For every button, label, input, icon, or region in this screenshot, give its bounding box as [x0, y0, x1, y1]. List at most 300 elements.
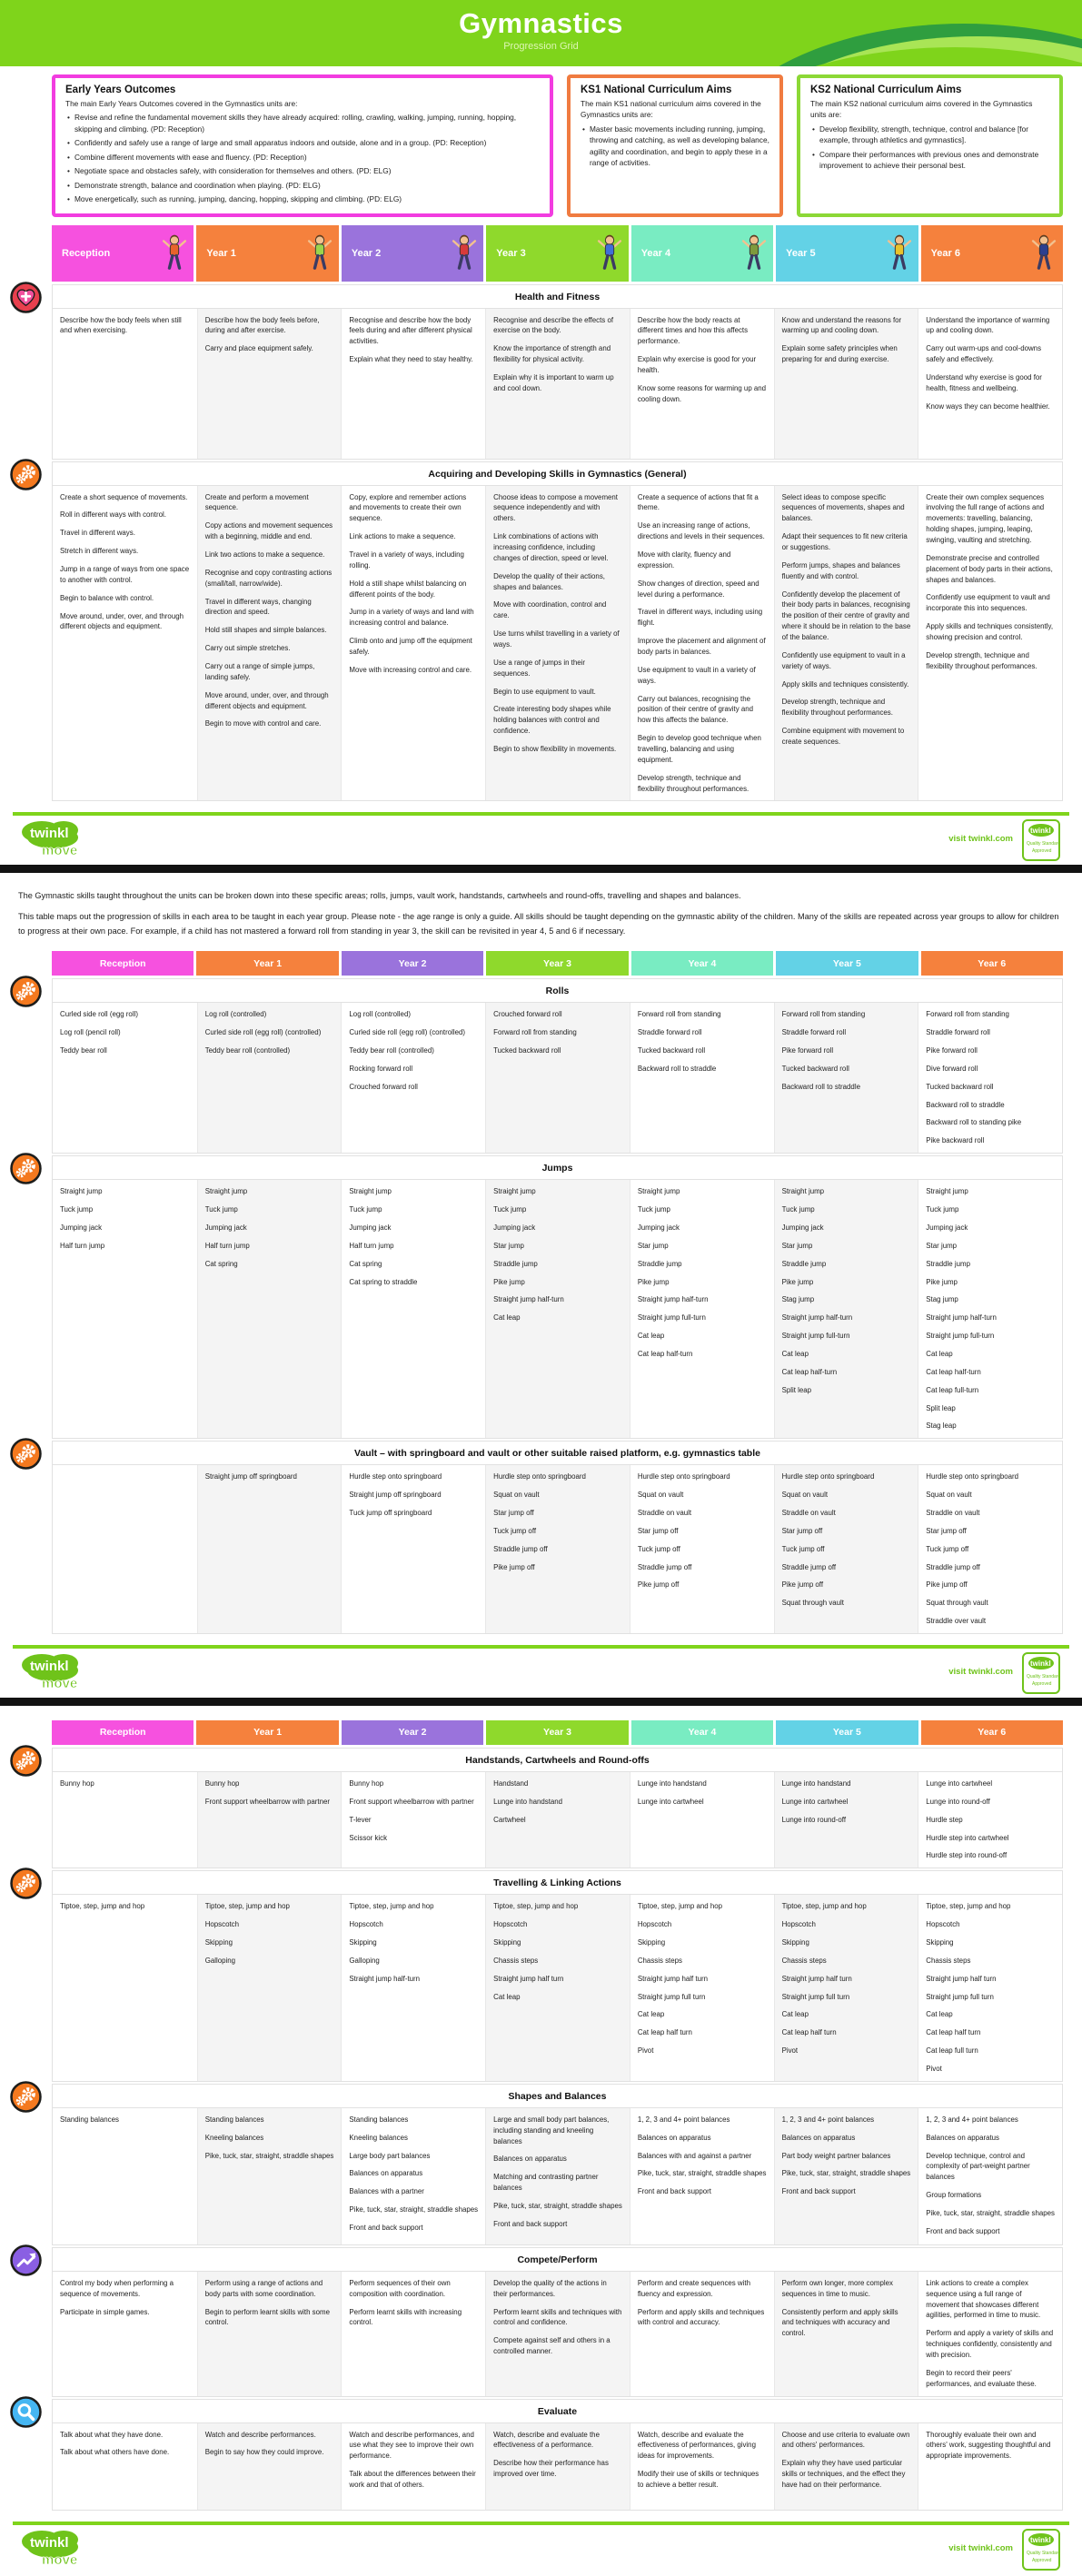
skill-item: Select ideas to compose specific sequences of movements, shapes and balances. — [781, 492, 905, 523]
skill-item: Lunge into handstand — [781, 1778, 851, 1788]
skill-item: Straddle on vault — [781, 1508, 836, 1517]
skill-cell-year-6 — [918, 309, 1062, 459]
skill-item: Hopscotch — [637, 1920, 672, 1929]
skill-item: Use a range of jumps in their sequences. — [493, 658, 586, 678]
year-header-year-3 — [486, 1720, 628, 1745]
svg-text:Quality Standard: Quality Standard — [1027, 841, 1060, 847]
year-label: Year 4 — [688, 1727, 717, 1739]
skill-cell-reception — [53, 1003, 197, 1153]
intro-paragraph-1: The Gymnastic skills taught throughout the units can be broken down into these specific areas; rolls, jumps, vault work, handstands, cartwheels and round-offs, travelling and shapes and balances. — [18, 891, 741, 901]
skill-item: Jumping jack — [926, 1223, 968, 1232]
skill-item: Crouched forward roll — [493, 1010, 562, 1019]
skill-item: Front and back support — [781, 2187, 856, 2196]
year-header-reception — [52, 225, 194, 282]
skill-item: Cat spring — [204, 1259, 238, 1268]
skill-item: Front and back support — [493, 2219, 568, 2228]
skill-cell-year-2 — [341, 1895, 485, 2081]
skill-item: Backward roll to standing pike — [926, 1118, 1022, 1127]
skill-item: Front support wheelbarrow with partner — [349, 1797, 474, 1806]
section-title: Evaluate — [537, 2405, 578, 2417]
skill-cell-year-1 — [197, 1003, 342, 1153]
skill-item: Copy actions and movement sequences with a beginning, middle and end. — [204, 521, 333, 541]
skill-cell-year-1 — [197, 2272, 342, 2396]
skill-item: Show changes of direction, speed and level during a performance. — [637, 579, 759, 599]
skill-item: Skipping — [493, 1937, 521, 1947]
skill-item: Pike jump — [493, 1277, 525, 1286]
skill-item: Lunge into cartwheel — [781, 1797, 849, 1806]
gymnast-illustration — [449, 230, 480, 277]
ks1-bullet-list — [581, 124, 769, 169]
skill-item: Perform learnt skills with increasing control. — [349, 2307, 462, 2327]
skill-item: Create a short sequence of movements. — [60, 492, 188, 501]
skill-item: Front and back support — [926, 2226, 1000, 2235]
skill-item: Cat leap half-turn — [637, 1349, 693, 1358]
skill-item: Hopscotch — [493, 1920, 528, 1929]
skill-item: Straddle on vault — [637, 1508, 692, 1517]
skill-item: Star jump — [781, 1241, 813, 1250]
skill-cell-reception — [53, 1180, 197, 1438]
page-separator — [0, 1698, 1082, 1706]
skill-item: Kneeling balances — [204, 2133, 264, 2142]
gymnast-illustration — [159, 230, 190, 277]
skill-item: Straight jump half-turn — [637, 1295, 709, 1304]
skill-cell-year-5 — [774, 2108, 918, 2244]
skill-item: Watch, describe and evaluate the effectiveness of performances, giving ideas for improvements. — [637, 2430, 756, 2461]
skill-cell-year-6 — [918, 2108, 1062, 2244]
skill-item: Pike jump — [781, 1277, 814, 1286]
skill-item: Roll in different ways with control. — [60, 510, 166, 520]
skill-item: Hurdle step — [926, 1815, 963, 1824]
svg-text:move: move — [42, 2551, 78, 2568]
year-header-year-6 — [921, 225, 1063, 282]
year-label: Year 3 — [543, 957, 571, 969]
ks1-aims-box — [567, 74, 783, 217]
skill-item: Talk about what they have done. — [60, 2430, 164, 2439]
section-grid — [52, 2272, 1063, 2397]
skill-item: Cat leap — [781, 1349, 809, 1358]
skill-item: Straight jump half-turn — [349, 1974, 421, 1983]
ks1-title: KS1 National Curriculum Aims — [581, 84, 732, 95]
skill-cell-year-4 — [630, 1180, 774, 1438]
skill-item: Cat leap half turn — [781, 2028, 837, 2037]
skill-item: Perform and apply a variety of skills and techniques confidently, consistently and with precision. — [926, 2329, 1054, 2360]
section-title-band — [52, 1748, 1063, 1772]
svg-text:twinkl: twinkl — [1030, 2535, 1051, 2544]
early-years-intro: The main Early Years Outcomes covered in the Gymnastics units are: — [65, 99, 298, 108]
skill-item: Tiptoe, step, jump and hop — [60, 1902, 145, 1911]
skill-item: Straight jump — [60, 1187, 103, 1196]
skill-item: Confidently use equipment to vault and incorporate this into sequences. — [926, 593, 1050, 613]
skill-item: Large and small body part balances, including standing and kneeling balances — [493, 2115, 610, 2145]
section-compete-perform — [52, 2247, 1063, 2397]
skill-item: Pike, tuck, star, straight, straddle shapes — [349, 2205, 479, 2214]
page-subtitle: Progression Grid — [503, 41, 579, 52]
section-grid — [52, 1180, 1063, 1439]
skill-cell-year-3 — [485, 2272, 630, 2396]
section-title: Acquiring and Developing Skills in Gymnastics (General) — [428, 468, 687, 480]
skill-item: Balances with a partner — [349, 2187, 424, 2196]
skill-item: Lunge into round-off — [926, 1797, 990, 1806]
skill-item: Star jump off — [637, 1526, 679, 1535]
skill-item: Create and perform a movement sequence. — [204, 492, 309, 512]
skill-item: Explain why they have used particular skills or techniques, and the effect they have had on their performance. — [781, 2459, 906, 2490]
skill-item: Hurdle step onto springboard — [493, 1472, 586, 1481]
svg-text:twinkl: twinkl — [30, 1658, 69, 1674]
twinkl-quality-badge — [1022, 819, 1060, 866]
skill-item: Begin to develop good technique when travelling, balancing and using equipment. — [637, 734, 761, 764]
skill-item: Lunge into round-off — [781, 1815, 847, 1824]
skill-item: Balances on apparatus — [926, 2133, 999, 2142]
skill-item: Travel in different ways, including using flight. — [637, 608, 763, 628]
skill-item: Skipping — [637, 1937, 666, 1947]
skill-item: Tuck jump — [926, 1205, 959, 1214]
skill-item: Hopscotch — [204, 1920, 239, 1929]
skill-item: Confidently develop the placement of their body parts in balances, recognising the position of their centre of gravity and where it should be in relation to the base of the balance. — [781, 590, 911, 641]
section-title: Shapes and Balances — [508, 2090, 607, 2102]
skill-item: Tiptoe, step, jump and hop — [926, 1902, 1011, 1911]
skill-item: Pike, tuck, star, straight, straddle shapes — [637, 2169, 767, 2178]
skill-cell-year-1 — [197, 1465, 342, 1633]
skill-item: Hold still shapes and simple balances. — [204, 626, 327, 635]
section-title: Compete/Perform — [517, 2254, 598, 2265]
skill-item: Carry out balances, recognising the position of their centre of gravity and how this affects the balance. — [637, 694, 754, 725]
skill-item: Jump in a range of ways from one space to another with control. — [60, 564, 190, 584]
skill-item: Pivot — [637, 2046, 654, 2056]
skill-item: Pivot — [926, 2065, 942, 2073]
section-title-band — [52, 2247, 1063, 2272]
year-label: Year 1 — [206, 247, 236, 259]
skill-item: Perform learnt skills and techniques with control and confidence. — [493, 2307, 622, 2327]
year-header-reception — [52, 1720, 194, 1745]
skill-cell-year-5 — [774, 486, 918, 801]
skill-cell-year-4 — [630, 2108, 774, 2244]
skill-cell-year-4 — [630, 1003, 774, 1153]
skill-item: Pike forward roll — [926, 1046, 978, 1055]
skill-cell-year-2 — [341, 2423, 485, 2510]
skill-item: Front support wheelbarrow with partner — [204, 1797, 330, 1806]
skill-item: Chassis steps — [493, 1956, 539, 1965]
skill-item: Jump in a variety of ways and land with increasing control and balance. — [349, 608, 474, 628]
skill-item: Apply skills and techniques consistently. — [781, 679, 909, 689]
year-header-year-4 — [631, 951, 773, 976]
skill-item: Hurdle step onto springboard — [349, 1472, 442, 1481]
skill-item: Pike jump off — [926, 1580, 968, 1590]
skill-item: Straight jump half turn — [493, 1974, 564, 1983]
skill-cell-year-5 — [774, 309, 918, 459]
page-2 — [0, 889, 1082, 1698]
skill-item: Cat leap half-turn — [781, 1367, 838, 1376]
year-header-year-4 — [631, 225, 773, 282]
section-grid — [52, 1895, 1063, 2082]
skill-cell-year-1 — [197, 486, 342, 801]
skill-cell-year-6 — [918, 2272, 1062, 2396]
skill-cell-year-2 — [341, 2272, 485, 2396]
skill-item: Cat spring — [349, 1259, 382, 1268]
year-label: Year 6 — [978, 1727, 1007, 1739]
heart-plus-icon — [9, 281, 43, 314]
skill-cell-year-4 — [630, 486, 774, 801]
skill-item: Lunge into handstand — [493, 1797, 563, 1806]
skill-item: Lunge into cartwheel — [637, 1797, 704, 1806]
skill-item: Straddle jump off — [637, 1562, 692, 1571]
skill-item: Straddle jump off — [781, 1562, 837, 1571]
year-header-year-1 — [196, 1720, 338, 1745]
section-title-band — [52, 1155, 1063, 1180]
skill-item: Combine equipment with movement to create sequences. — [781, 727, 905, 746]
gymnast-illustration — [594, 230, 625, 277]
skill-item: Half turn jump — [204, 1241, 250, 1250]
skill-cell-year-1 — [197, 1180, 342, 1438]
skill-item: Demonstrate precise and controlled placement of body parts in their actions, shapes and balances. — [926, 553, 1053, 584]
skill-cell-year-5 — [774, 1180, 918, 1438]
outcome-bullet: • Develop flexibility, strength, technique, control and balance [for example, through athletics and gymnastics]. — [810, 124, 1049, 146]
skill-item: Straight jump half-turn — [493, 1295, 564, 1304]
ks2-intro: The main KS2 national curriculum aims covered in the Gymnastics units are: — [810, 99, 1033, 120]
skill-item: Squat on vault — [493, 1491, 540, 1500]
skill-item: Cat leap half turn — [637, 2028, 692, 2037]
skill-item: Dive forward roll — [926, 1064, 978, 1073]
skill-item: Cat leap — [493, 1992, 521, 2001]
skill-cell-year-5 — [774, 1003, 918, 1153]
magnifier-icon — [9, 2395, 43, 2429]
section-grid — [52, 1465, 1063, 1634]
skill-item: Tiptoe, step, jump and hop — [781, 1902, 867, 1911]
skill-item: Climb onto and jump off the equipment safely. — [349, 637, 472, 656]
skill-item: Carry out simple stretches. — [204, 644, 291, 653]
section-title: Handstands, Cartwheels and Round-offs — [465, 1754, 650, 1766]
skill-item: Hurdle step into cartwheel — [926, 1833, 1009, 1842]
skill-item: Straight jump — [493, 1187, 536, 1196]
skill-item: Hurdle step onto springboard — [637, 1472, 730, 1481]
ks2-title: KS2 National Curriculum Aims — [810, 84, 962, 95]
skill-item: Tuck jump — [204, 1205, 238, 1214]
skill-item: Balances on apparatus — [637, 2133, 711, 2142]
page-footer — [13, 812, 1069, 865]
svg-text:Approved: Approved — [1032, 848, 1052, 855]
skill-item: Use equipment to vault in a variety of ways. — [637, 665, 756, 685]
skill-item: Improve the placement and alignment of body parts in balances. — [637, 637, 766, 656]
skill-item: Skipping — [926, 1937, 954, 1947]
page-footer — [13, 2522, 1069, 2574]
section-title-band — [52, 1870, 1063, 1895]
skill-item: Straight jump — [637, 1187, 680, 1196]
skill-item: Split leap — [926, 1403, 956, 1412]
skill-item: Forward roll from standing — [781, 1010, 866, 1019]
skill-item: Move with clarity, fluency and expression. — [637, 550, 731, 570]
year-header-row — [52, 1720, 1063, 1745]
skill-item: 1, 2, 3 and 4+ point balances — [781, 2115, 875, 2124]
skill-item: Tiptoe, step, jump and hop — [204, 1902, 290, 1911]
year-header-year-2 — [342, 1720, 483, 1745]
page-1 — [0, 0, 1082, 865]
early-years-bullet-list — [65, 112, 540, 204]
skill-item: Pike, tuck, star, straight, straddle shapes — [926, 2209, 1055, 2218]
year-label: Reception — [62, 247, 111, 259]
section-title-band — [52, 1441, 1063, 1465]
outcome-bullet: • Compare their performances with previous ones and demonstrate improvement to achieve their personal best. — [810, 149, 1049, 172]
skill-cell-year-1 — [197, 2108, 342, 2244]
skill-cell-year-4 — [630, 2272, 774, 2396]
skill-item: Choose and use criteria to evaluate own and others' performances. — [781, 2430, 910, 2450]
skill-item: Balances on apparatus — [349, 2169, 423, 2178]
skill-item: Straight jump full turn — [781, 1992, 850, 2001]
skill-item: Jumping jack — [493, 1223, 536, 1232]
skill-item: Straight jump full-turn — [637, 1313, 706, 1323]
skill-item: Hurdle step into round-off — [926, 1851, 1008, 1860]
skill-item: Teddy bear roll (controlled) — [349, 1046, 434, 1055]
year-header-year-2 — [342, 951, 483, 976]
skill-item: Log roll (controlled) — [204, 1010, 267, 1019]
skill-item: Straddle jump — [926, 1259, 970, 1268]
skill-item: Travel in different ways, changing direction and speed. — [204, 597, 312, 617]
year-header-year-5 — [776, 1720, 918, 1745]
skill-item: Group formations — [926, 2191, 982, 2200]
year-label: Year 4 — [640, 247, 671, 259]
section-acquiring-and-developing-skills-in-gymna — [52, 461, 1063, 802]
skill-item: Crouched forward roll — [349, 1082, 418, 1091]
skill-item: Galloping — [349, 1956, 380, 1965]
skill-item: Link combinations of actions with increasing confidence, including changes of direction, speed or level. — [493, 532, 609, 562]
skill-cell-year-6 — [918, 1895, 1062, 2081]
skill-item: Perform own longer, more complex sequences in time to music. — [781, 2278, 893, 2298]
skill-item: Stag leap — [926, 1422, 957, 1431]
skill-item: Describe how the body reacts at different times and how this affects performance. — [637, 315, 749, 346]
skill-item: Develop technique, control and complexity of part-weight partner balances — [926, 2151, 1030, 2182]
skill-item: Matching and contrasting partner balances — [493, 2173, 599, 2193]
twinkl-move-logo — [18, 818, 93, 867]
skill-item: Travel in a variety of ways, including rolling. — [349, 550, 464, 570]
skill-item: Understand the importance of warming up and cooling down. — [926, 315, 1050, 335]
skill-cell-year-2 — [341, 486, 485, 801]
year-label: Year 1 — [253, 1727, 283, 1739]
skill-item: Describe how the body feels when still and when exercising. — [60, 315, 182, 335]
skill-item: Lunge into handstand — [637, 1778, 707, 1788]
outcome-bullet: • Confidently and safely use a range of large and small apparatus indoors and outside, alone and in a group. (PD: Reception) — [65, 137, 540, 148]
year-header-year-1 — [196, 951, 338, 976]
skill-item: Pike jump — [926, 1277, 958, 1286]
skill-item: Stretch in different ways. — [60, 547, 139, 556]
skill-item: Understand why exercise is good for health, fitness and wellbeing. — [926, 372, 1042, 392]
skill-item: Star jump — [493, 1241, 524, 1250]
outcome-bullet: • Revise and refine the fundamental movement skills they have already acquired: rolling, crawling, walking, jumping, running, hopping, skipping and climbing. (PD: Reception) — [65, 112, 540, 134]
skill-item: Straddle jump — [637, 1259, 682, 1268]
year-label: Year 5 — [832, 957, 861, 969]
skill-item: Pike jump off — [637, 1580, 680, 1590]
year-label: Reception — [99, 1727, 146, 1739]
skill-item: Apply skills and techniques consistently, showing precision and control. — [926, 622, 1054, 641]
skill-item: Hurdle step onto springboard — [926, 1472, 1019, 1481]
skill-item: Rocking forward roll — [349, 1064, 413, 1073]
page-banner — [0, 0, 1082, 66]
skill-item: Hopscotch — [926, 1920, 960, 1929]
skill-item: Cat leap — [637, 1332, 665, 1341]
year-header-reception — [52, 951, 194, 976]
svg-text:Quality Standard: Quality Standard — [1027, 1673, 1060, 1679]
skill-item: Pike, tuck, star, straight, straddle shapes — [781, 2169, 911, 2178]
svg-text:twinkl: twinkl — [30, 826, 69, 842]
skill-item: Balances with and against a partner — [637, 2151, 752, 2160]
skill-item: Consistently perform and apply skills and techniques with accuracy and control. — [781, 2307, 898, 2338]
year-header-year-6 — [921, 1720, 1063, 1745]
section-grid — [52, 309, 1063, 460]
visit-twinkl-link: visit twinkl.com — [948, 2542, 1013, 2553]
outcome-bullet: • Negotiate space and obstacles safely, with consideration for themselves and others. (PD: ELG) — [65, 165, 540, 176]
skill-item: Straddle forward roll — [781, 1028, 847, 1037]
skill-item: Begin to say how they could improve. — [204, 2448, 324, 2457]
skill-item: Jumping jack — [60, 1223, 103, 1232]
skill-cell-year-6 — [918, 1180, 1062, 1438]
skill-item: Straight jump half turn — [926, 1974, 997, 1983]
skill-item: Perform using a range of actions and body parts with some coordination. — [204, 2278, 323, 2298]
section-title: Vault – with springboard and vault or other suitable raised platform, e.g. gymnastics table — [354, 1448, 760, 1460]
skill-item: Develop the quality of their actions, shapes and balances. — [493, 571, 605, 591]
section-title-band — [52, 2399, 1063, 2423]
year-header-year-5 — [776, 225, 918, 282]
skill-item: Link actions to create a complex sequence using a full range of movement that showcases different agilities, performed in time to music. — [926, 2278, 1041, 2320]
skill-item: Hurdle step onto springboard — [781, 1472, 875, 1481]
skill-cell-year-2 — [341, 1180, 485, 1438]
skill-item: Standing balances — [349, 2115, 409, 2124]
skill-item: Hopscotch — [349, 1920, 383, 1929]
skill-cell-year-3 — [485, 309, 630, 459]
section-title-band — [52, 978, 1063, 1003]
year-label: Year 3 — [543, 1727, 571, 1739]
skill-cell-reception — [53, 1772, 197, 1868]
skill-item: Tiptoe, step, jump and hop — [637, 1902, 722, 1911]
skill-item: Know and understand the reasons for warming up and cooling down. — [781, 315, 902, 335]
skill-item: Tucked backward roll — [493, 1046, 561, 1055]
skill-item: Describe how their performance has improved over time. — [493, 2459, 609, 2479]
skill-item: Move with increasing control and care. — [349, 665, 472, 674]
skill-item: Straight jump half-turn — [926, 1313, 997, 1323]
skill-cell-year-2 — [341, 1465, 485, 1633]
skill-item: Log roll (controlled) — [349, 1010, 411, 1019]
year-label: Year 4 — [688, 957, 717, 969]
section-title: Health and Fitness — [514, 291, 601, 302]
skill-cell-year-1 — [197, 309, 342, 459]
skill-item: Cartwheel — [493, 1815, 526, 1824]
svg-text:twinkl: twinkl — [30, 2534, 69, 2551]
skill-item: Pivot — [781, 2046, 799, 2056]
skill-item: Backward roll to straddle — [926, 1100, 1005, 1109]
year-label: Year 6 — [978, 957, 1007, 969]
year-label: Year 5 — [832, 1727, 861, 1739]
skill-item: Perform and create sequences with fluency and expression. — [637, 2278, 750, 2298]
skill-item: Balances on apparatus — [781, 2133, 856, 2142]
skill-item: Cat leap — [637, 2010, 665, 2019]
skill-item: Star jump off — [781, 1526, 823, 1535]
section-grid — [52, 2423, 1063, 2511]
skill-item: Skipping — [781, 1937, 809, 1947]
skill-item: Squat on vault — [781, 1491, 829, 1500]
skill-cell-year-4 — [630, 1772, 774, 1868]
section-travelling-linking-actions — [52, 1870, 1063, 2082]
skill-item: Chassis steps — [926, 1956, 971, 1965]
skill-item: Thoroughly evaluate their own and others' work, suggesting thoughtful and appropriate improvements. — [926, 2430, 1051, 2461]
skill-item: Cat leap full turn — [926, 2046, 978, 2056]
skill-item: Chassis steps — [637, 1956, 682, 1965]
skill-item: Bunny hop — [349, 1778, 384, 1788]
section-vault-with-springboard-and-vault-or-othe — [52, 1441, 1063, 1634]
ks2-aims-box — [797, 74, 1063, 217]
page-separator — [0, 865, 1082, 873]
skill-item: Jumping jack — [637, 1223, 680, 1232]
skill-item: Begin to record their peers' performances, and evaluate these. — [926, 2368, 1037, 2388]
skill-item: Forward roll from standing — [493, 1028, 577, 1037]
skill-item: Cat leap — [926, 1349, 953, 1358]
skill-cell-year-6 — [918, 1465, 1062, 1633]
skill-item: Balances on apparatus — [493, 2155, 567, 2164]
